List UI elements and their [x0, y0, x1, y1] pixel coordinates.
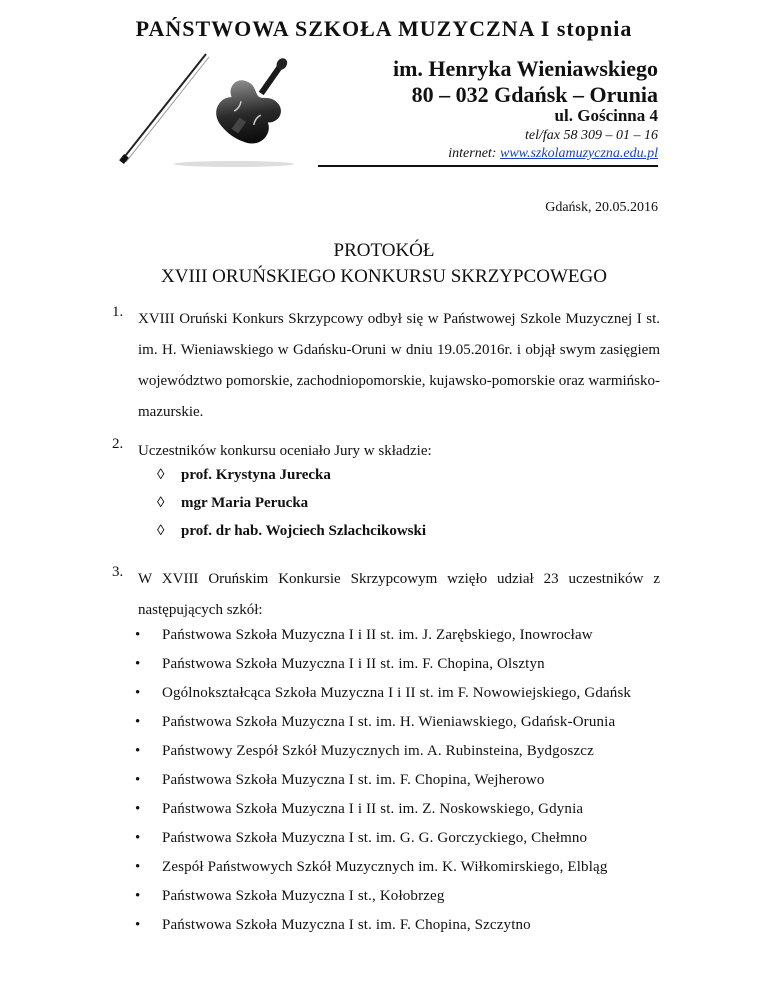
school-list-item: • Ogólnokształcąca Szkoła Muzyczna I i II st. im F. Nowowiejskiego, Gdańsk — [135, 685, 632, 701]
bullet-icon: • — [135, 772, 141, 788]
document-date: Gdańsk, 20.05.2016 — [545, 200, 658, 215]
section-2-number: 2. — [112, 436, 124, 452]
bullet-icon: • — [135, 627, 141, 643]
jury-member — [157, 467, 331, 484]
website-link[interactable]: www.szkolamuzyczna.edu.pl — [499, 146, 658, 161]
section-2-text: Uczestników konkursu oceniało Jury w składzie: — [138, 443, 432, 459]
section-1-text: XVIII Oruński Konkurs Skrzypcowy odbył się w Państwowej Szkole Muzycznej I st. im. H. Wieniawskiego w Gdańsku-Oruni w dniu 19.05.2016r. i objął swym zasięgiem województwo pomorskie, zachodniopomorskie, kujawsko-pomorskie oraz warmińsko-mazurskie. — [138, 311, 660, 420]
bullet-icon: • — [135, 685, 141, 701]
school-list-item: • Państwowa Szkoła Muzyczna I st. im. F. Chopina, Szczytno — [135, 917, 531, 933]
school-list-item: • Państwowa Szkoła Muzyczna I i II st. im. J. Zarębskiego, Inowrocław — [135, 627, 593, 643]
jury-member-name: mgr Maria Perucka — [181, 495, 309, 511]
section-1-number: 1. — [112, 304, 124, 320]
school-street: ul. Gościnna 4 — [554, 106, 658, 125]
violin-icon — [114, 48, 314, 168]
school-list-item: • Państwowy Zespół Szkół Muzycznych im. A. Rubinsteina, Bydgoszcz — [135, 743, 594, 759]
diamond-bullet-icon: ◊ — [157, 467, 165, 483]
school-internet — [448, 146, 658, 162]
school-telfax: tel/fax 58 309 – 01 – 16 — [525, 128, 658, 143]
bullet-icon: • — [135, 656, 141, 672]
bullet-icon: • — [135, 888, 141, 904]
bullet-icon: • — [135, 743, 141, 759]
school-list-item: • Państwowa Szkoła Muzyczna I st. im. F. Chopina, Wejherowo — [135, 772, 545, 788]
bullet-icon: • — [135, 714, 141, 730]
section-3-text: W XVIII Oruńskim Konkursie Skrzypcowym wzięło udział 23 uczestników z następujących szkół: — [138, 571, 660, 618]
bullet-icon: • — [135, 801, 141, 817]
header-divider — [318, 165, 658, 167]
school-list-item: • Państwowa Szkoła Muzyczna I i II st. im. F. Chopina, Olsztyn — [135, 656, 545, 672]
bullet-icon: • — [135, 917, 141, 933]
protocol-title: PROTOKÓŁ — [333, 240, 435, 261]
bullet-icon: • — [135, 830, 141, 846]
diamond-bullet-icon: ◊ — [157, 523, 165, 539]
internet-label: internet: — [448, 146, 500, 161]
section-3-number: 3. — [112, 564, 124, 580]
school-list-item: • Państwowa Szkoła Muzyczna I st. im. G. G. Gorczyckiego, Chełmno — [135, 830, 588, 846]
diamond-bullet-icon: ◊ — [157, 495, 165, 511]
jury-member-name: prof. Krystyna Jurecka — [181, 467, 331, 483]
jury-member — [157, 523, 426, 540]
school-city: 80 – 032 Gdańsk – Orunia — [411, 82, 658, 107]
school-list-item: • Zespół Państwowych Szkół Muzycznych im. K. Wiłkomirskiego, Elbląg — [135, 859, 608, 875]
jury-member — [157, 495, 308, 512]
school-list-item: • Państwowa Szkoła Muzyczna I st., Kołobrzeg — [135, 888, 445, 904]
school-list-item: • Państwowa Szkoła Muzyczna I i II st. im. Z. Noskowskiego, Gdynia — [135, 801, 584, 817]
school-list-item: • Państwowa Szkoła Muzyczna I st. im. H. Wieniawskiego, Gdańsk-Orunia — [135, 714, 616, 730]
protocol-subtitle: XVIII ORUŃSKIEGO KONKURSU SKRZYPCOWEGO — [161, 266, 607, 287]
jury-member-name: prof. dr hab. Wojciech Szlachcikowski — [181, 523, 427, 539]
school-name: PAŃSTWOWA SZKOŁA MUZYCZNA I stopnia — [135, 16, 633, 41]
bullet-icon: • — [135, 859, 141, 875]
school-patron: im. Henryka Wieniawskiego — [392, 56, 658, 81]
